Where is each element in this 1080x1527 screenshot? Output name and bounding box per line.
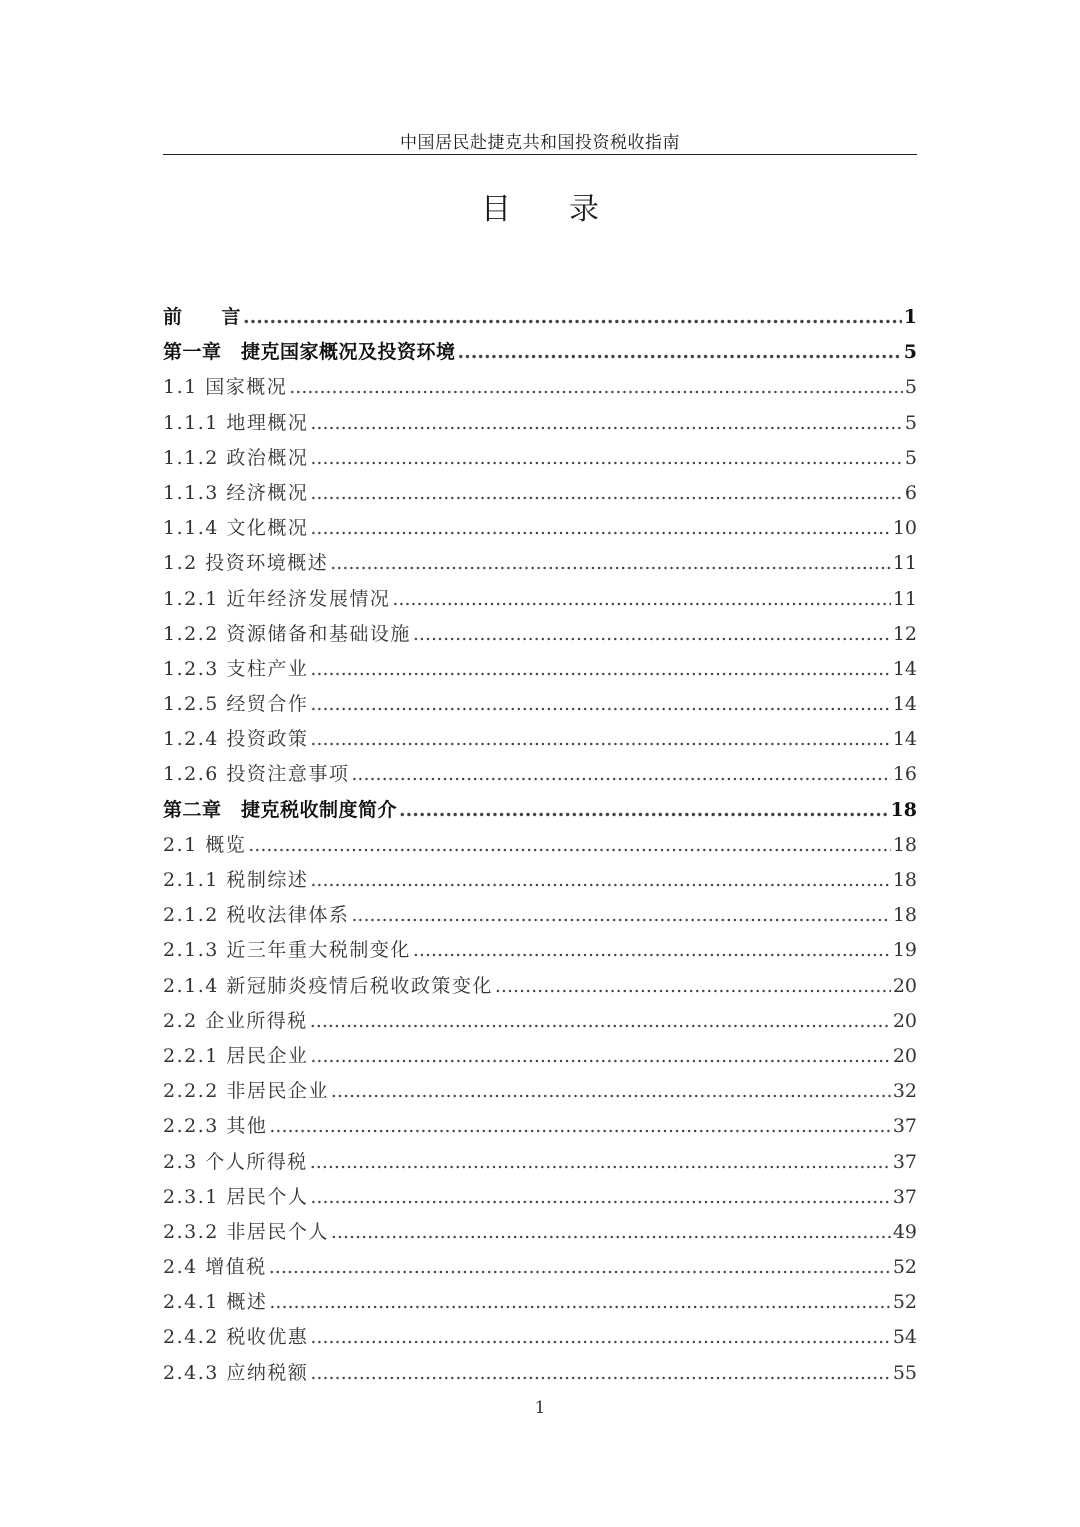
- toc-entry-label: 1.2.2 资源储备和基础设施: [163, 622, 411, 645]
- toc-entry[interactable]: [163, 1217, 917, 1252]
- toc-entry-label: 2.3.2 非居民个人: [163, 1220, 329, 1243]
- toc-entry[interactable]: [163, 337, 917, 372]
- toc-entry[interactable]: [163, 1182, 917, 1217]
- toc-entry[interactable]: [163, 900, 917, 935]
- toc-entry-page: 5: [904, 446, 917, 469]
- toc-entry[interactable]: [163, 584, 917, 619]
- toc-dot-leader: [310, 517, 890, 539]
- toc-entry-label: 2.1.1 税制综述: [163, 869, 309, 891]
- toc-entry-label: 2.2.1 居民企业: [163, 1044, 309, 1067]
- toc-entry-label: 2.2 企业所得税: [163, 1009, 308, 1032]
- toc-entry-label: 2.3.1 居民个人: [163, 1185, 309, 1208]
- toc-entry-page: 55: [892, 1361, 917, 1384]
- toc-entry[interactable]: [163, 1111, 917, 1146]
- toc-entry-label: 2.1.3 近三年重大税制变化: [163, 939, 411, 962]
- toc-entry-page: 16: [892, 763, 917, 786]
- toc-entry-label: 1.2.1 近年经济发展情况: [163, 587, 391, 610]
- toc-entry-page: 37: [892, 1150, 917, 1173]
- toc-dot-leader: [331, 1221, 891, 1243]
- toc-entry-page: 52: [892, 1256, 917, 1279]
- toc-dot-leader: [310, 693, 890, 715]
- toc-dot-leader: [413, 939, 891, 961]
- toc-entry-page: 11: [892, 587, 917, 610]
- toc-entry-label: 2.2.3 其他: [163, 1115, 268, 1138]
- toc-dot-leader: [310, 1045, 890, 1067]
- toc-entry-label: 1.2.3 支柱产业: [163, 657, 309, 680]
- toc-dot-leader: [351, 904, 890, 926]
- toc-entry-page: 20: [892, 974, 917, 997]
- toc-title: 目录: [481, 192, 657, 227]
- toc-entry[interactable]: [163, 1006, 917, 1041]
- toc-dot-leader: [310, 1362, 890, 1384]
- toc-list: [163, 302, 917, 1393]
- toc-entry[interactable]: [163, 478, 917, 513]
- toc-entry-label: 1.2.5 经贸合作: [163, 693, 309, 716]
- toc-entry-label: 第二章 捷克税收制度简介: [163, 798, 398, 821]
- toc-dot-leader: [310, 869, 890, 891]
- toc-entry-label: 1.2.4 投资政策: [163, 728, 309, 751]
- toc-entry-page: 49: [892, 1220, 917, 1243]
- toc-dot-leader: [310, 658, 890, 680]
- toc-entry[interactable]: [163, 935, 917, 970]
- toc-entry-page: 18: [892, 869, 917, 891]
- toc-entry-page: 37: [892, 1115, 917, 1138]
- toc-dot-leader: [310, 482, 903, 504]
- toc-dot-leader: [289, 376, 903, 398]
- toc-entry-page: 20: [892, 1009, 917, 1032]
- toc-dot-leader: [413, 623, 891, 645]
- toc-entry[interactable]: [163, 830, 917, 865]
- toc-entry-label: 2.4 增值税: [163, 1256, 267, 1279]
- toc-entry-page: 5: [904, 376, 917, 399]
- toc-dot-leader: [392, 588, 890, 610]
- page-number: 1: [534, 1398, 546, 1418]
- toc-entry[interactable]: [163, 1147, 917, 1182]
- toc-entry-label: 1.1.3 经济概况: [163, 481, 309, 504]
- toc-dot-leader: [243, 306, 902, 328]
- toc-entry-page: 11: [892, 552, 917, 575]
- toc-entry[interactable]: [163, 654, 917, 689]
- toc-dot-leader: [269, 1256, 891, 1278]
- toc-dot-leader: [310, 1326, 890, 1348]
- toc-dot-leader: [310, 412, 903, 434]
- toc-entry[interactable]: [163, 689, 917, 724]
- toc-entry-label: 2.1.2 税收法律体系: [163, 904, 350, 927]
- toc-entry-page: 12: [892, 622, 917, 645]
- toc-entry[interactable]: [163, 1076, 917, 1111]
- toc-entry-label: 2.1 概览: [163, 833, 247, 856]
- toc-entry[interactable]: [163, 302, 917, 337]
- toc-entry-page: 18: [892, 833, 917, 856]
- toc-dot-leader: [495, 975, 891, 997]
- toc-entry-label: 1.1.4 文化概况: [163, 517, 309, 540]
- toc-entry[interactable]: [163, 759, 917, 794]
- toc-entry[interactable]: [163, 408, 917, 443]
- toc-entry-page: 5: [904, 411, 917, 434]
- toc-dot-leader: [310, 728, 890, 750]
- toc-entry-page: 19: [892, 939, 917, 962]
- toc-entry-page: 1: [903, 306, 917, 328]
- toc-entry-page: 10: [892, 517, 917, 540]
- toc-entry[interactable]: [163, 795, 917, 830]
- toc-entry[interactable]: [163, 443, 917, 478]
- toc-entry-page: 54: [892, 1326, 917, 1349]
- toc-dot-leader: [351, 763, 890, 785]
- toc-entry[interactable]: [163, 971, 917, 1006]
- toc-entry[interactable]: [163, 548, 917, 583]
- toc-entry-page: 5: [903, 341, 917, 364]
- toc-entry[interactable]: [163, 724, 917, 759]
- toc-entry[interactable]: [163, 1252, 917, 1287]
- toc-entry-label: 2.2.2 非居民企业: [163, 1080, 329, 1103]
- toc-entry[interactable]: [163, 1322, 917, 1357]
- toc-entry[interactable]: [163, 619, 917, 654]
- toc-entry-page: 14: [892, 728, 917, 751]
- toc-entry-label: 前 言: [163, 306, 242, 328]
- toc-entry-label: 2.4.2 税收优惠: [163, 1326, 309, 1349]
- toc-dot-leader: [269, 1291, 890, 1313]
- toc-entry-label: 2.3 个人所得税: [163, 1150, 308, 1173]
- running-header: 中国居民赴捷克共和国投资税收指南: [400, 133, 680, 153]
- toc-entry[interactable]: [163, 1287, 917, 1322]
- toc-entry-page: 6: [904, 481, 917, 504]
- toc-entry-page: 52: [892, 1291, 917, 1314]
- toc-entry[interactable]: [163, 372, 917, 407]
- toc-entry-page: 14: [892, 693, 917, 716]
- toc-entry-label: 第一章 捷克国家概况及投资环境: [163, 341, 456, 364]
- toc-dot-leader: [330, 552, 891, 574]
- toc-entry-label: 2.4.3 应纳税额: [163, 1361, 309, 1384]
- header-rule: [163, 154, 917, 155]
- toc-entry-page: 20: [892, 1044, 917, 1067]
- toc-dot-leader: [458, 341, 902, 363]
- toc-dot-leader: [310, 1186, 890, 1208]
- toc-dot-leader: [331, 1080, 891, 1102]
- toc-entry-label: 1.2 投资环境概述: [163, 552, 329, 575]
- toc-entry-page: 32: [892, 1080, 917, 1103]
- toc-entry-label: 1.2.6 投资注意事项: [163, 763, 350, 786]
- toc-entry[interactable]: [163, 1358, 917, 1393]
- toc-entry[interactable]: [163, 513, 917, 548]
- toc-entry-page: 37: [892, 1185, 917, 1208]
- toc-entry-label: 2.1.4 新冠肺炎疫情后税收政策变化: [163, 974, 493, 997]
- toc-entry-label: 1.1 国家概况: [163, 376, 288, 399]
- toc-dot-leader: [310, 1010, 891, 1032]
- toc-entry[interactable]: [163, 865, 917, 900]
- toc-entry-label: 1.1.2 政治概况: [163, 446, 309, 469]
- toc-dot-leader: [399, 799, 889, 821]
- toc-entry[interactable]: [163, 1041, 917, 1076]
- toc-entry-page: 14: [892, 657, 917, 680]
- toc-dot-leader: [310, 1151, 891, 1173]
- toc-entry-label: 2.4.1 概述: [163, 1291, 268, 1314]
- toc-dot-leader: [269, 1115, 890, 1137]
- toc-entry-page: 18: [892, 904, 917, 927]
- toc-entry-label: 1.1.1 地理概况: [163, 411, 309, 434]
- toc-entry-page: 18: [890, 798, 917, 821]
- toc-dot-leader: [310, 447, 903, 469]
- toc-dot-leader: [248, 834, 891, 856]
